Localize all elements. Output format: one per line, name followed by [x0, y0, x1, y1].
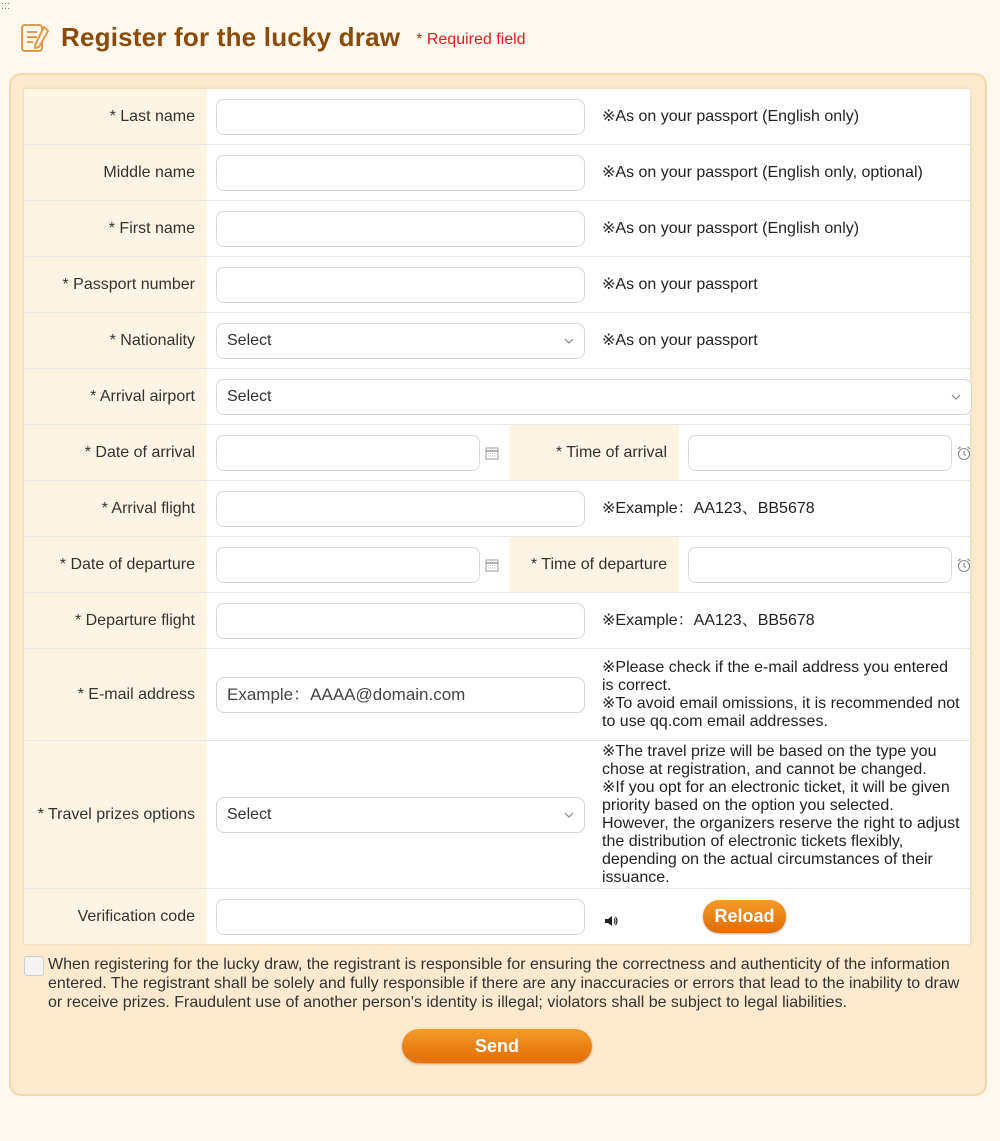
agreement-text: When registering for the lucky draw, the registrant is responsible for ensuring the correctness and authenticity of the information entered. The registrant shall be solely and fully responsible if there are any inaccuracies or errors that lead to the inability to draw or receive prizes. Fraudulent use of another person's identity is illegal; violators shall be subject to legal liabilities. [48, 956, 960, 1011]
chevron-down-icon [951, 394, 961, 400]
verification-code-input[interactable] [216, 899, 585, 935]
agreement [24, 955, 964, 1012]
reload-button[interactable]: Reload [703, 900, 786, 933]
required-field-note: * Required field [416, 31, 526, 48]
middle-name-note: ※As on your passport (English only, optional) [602, 163, 923, 181]
travel-prizes-label: * Travel prizes options [24, 741, 207, 888]
row-arrival-flight [24, 481, 970, 537]
departure-time-label: * Time of departure [509, 537, 679, 592]
send-button[interactable]: Send [402, 1029, 592, 1063]
departure-date-label: * Date of departure [24, 537, 207, 592]
form-document-icon [20, 19, 50, 55]
row-last-name [24, 89, 970, 145]
row-nationality [24, 313, 970, 369]
travel-prizes-select[interactable] [216, 797, 585, 833]
arrival-airport-select-value: Select [227, 387, 272, 405]
first-name-note: ※As on your passport (English only) [602, 219, 860, 237]
row-passport [24, 257, 970, 313]
chevron-down-icon [564, 338, 574, 344]
email-input[interactable] [216, 677, 585, 713]
travel-prizes-note-type: ※The travel prize will be based on the type you chose at registration, and cannot be changed. [602, 742, 937, 778]
travel-prizes-note-eticket: ※If you opt for an electronic ticket, it will be given priority based on the option you selected. However, the organizers reserve the right to adjust the distribution of electronic tickets flexibly, depending on the actual circumstances of their issuance. [602, 778, 960, 886]
nationality-select-value: Select [227, 331, 272, 349]
email-label: * E-mail address [24, 649, 207, 740]
row-arrival-date [24, 425, 970, 481]
agreement-checkbox[interactable] [24, 956, 44, 976]
departure-flight-label: * Departure flight [24, 593, 207, 648]
arrival-date-label: * Date of arrival [24, 425, 207, 480]
arrival-flight-label: * Arrival flight [24, 481, 207, 536]
travel-prizes-note [585, 741, 970, 888]
row-middle-name [24, 145, 970, 201]
chevron-down-icon [564, 812, 574, 818]
nationality-note: ※As on your passport [602, 331, 758, 349]
departure-flight-note: ※Example：AA123、BB5678 [602, 611, 815, 629]
page-title: Register for the lucky draw [61, 21, 401, 52]
verification-label: Verification code [24, 889, 207, 944]
arrival-date-input[interactable] [216, 435, 480, 471]
first-name-label: * First name [24, 201, 207, 256]
arrival-time-input[interactable] [688, 435, 952, 471]
corner-mark: ::: [1, 0, 11, 12]
departure-date-input[interactable] [216, 547, 480, 583]
calendar-icon[interactable] [484, 445, 500, 461]
row-arrival-airport [24, 369, 970, 425]
row-verification [24, 889, 970, 944]
arrival-airport-label: * Arrival airport [24, 369, 207, 424]
page-header [20, 17, 526, 57]
reload-wrapper [619, 889, 970, 944]
row-departure-flight [24, 593, 970, 649]
email-note-qq: ※To avoid email omissions, it is recommended not to use qq.com email addresses. [602, 694, 960, 730]
travel-prizes-select-value: Select [227, 805, 272, 823]
arrival-flight-note: ※Example：AA123、BB5678 [602, 499, 815, 517]
email-note [585, 649, 970, 740]
middle-name-input[interactable] [216, 155, 585, 191]
passport-input[interactable] [216, 267, 585, 303]
nationality-select[interactable] [216, 323, 585, 359]
arrival-airport-select[interactable] [216, 379, 972, 415]
speaker-icon[interactable] [603, 914, 619, 928]
email-note-check: ※Please check if the e-mail address you entered is correct. [602, 658, 949, 694]
departure-time-input[interactable] [688, 547, 952, 583]
calendar-icon[interactable] [484, 557, 500, 573]
passport-note: ※As on your passport [602, 275, 758, 293]
alarm-clock-icon[interactable] [956, 445, 972, 461]
row-first-name [24, 201, 970, 257]
departure-flight-input[interactable] [216, 603, 585, 639]
arrival-time-label: * Time of arrival [509, 425, 679, 480]
arrival-flight-input[interactable] [216, 491, 585, 527]
nationality-label: * Nationality [24, 313, 207, 368]
registration-form [24, 89, 970, 944]
middle-name-label: Middle name [24, 145, 207, 200]
row-departure-date [24, 537, 970, 593]
row-email [24, 649, 970, 741]
row-travel-prizes [24, 741, 970, 889]
last-name-note: ※As on your passport (English only) [602, 107, 860, 125]
alarm-clock-icon[interactable] [956, 557, 972, 573]
first-name-input[interactable] [216, 211, 585, 247]
last-name-label: * Last name [24, 89, 207, 144]
passport-label: * Passport number [24, 257, 207, 312]
last-name-input[interactable] [216, 99, 585, 135]
